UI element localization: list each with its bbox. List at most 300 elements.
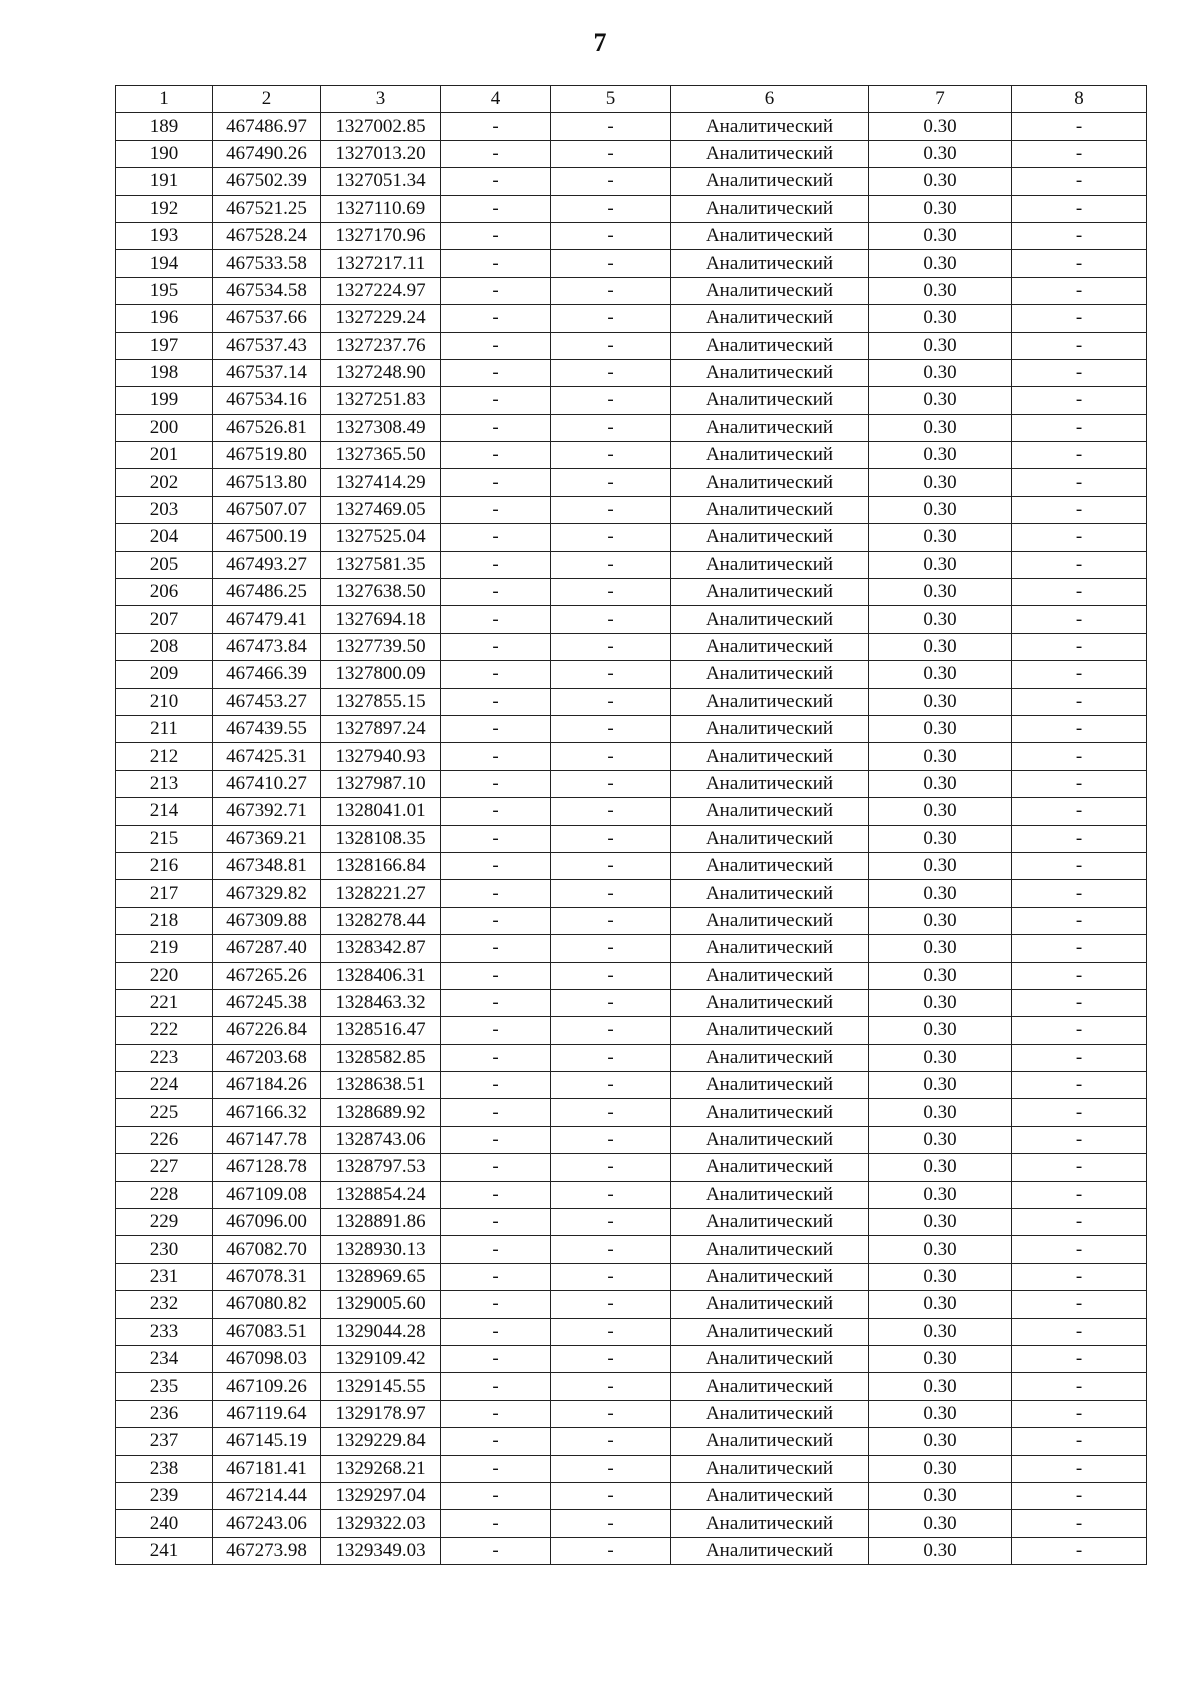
table-cell-col-1: 194 [116, 250, 213, 277]
table-row [116, 1455, 1147, 1482]
table-cell-col-8: - [1012, 332, 1147, 359]
table-cell-col-6: Аналитический [671, 880, 869, 907]
table-cell-col-6: Аналитический [671, 524, 869, 551]
table-cell-col-6: Аналитический [671, 1126, 869, 1153]
table-cell-col-4: - [441, 1345, 551, 1372]
table-cell-col-8: - [1012, 743, 1147, 770]
table-cell-col-8: - [1012, 1044, 1147, 1071]
table-cell-col-8: - [1012, 496, 1147, 523]
table-row [116, 359, 1147, 386]
table-cell-col-3: 1329268.21 [321, 1455, 441, 1482]
table-cell-col-7: 0.30 [869, 1072, 1012, 1099]
table-cell-col-6: Аналитический [671, 1318, 869, 1345]
table-cell-col-6: Аналитический [671, 359, 869, 386]
table-cell-col-5: - [551, 551, 671, 578]
table-cell-col-8: - [1012, 140, 1147, 167]
table-cell-col-2: 467145.19 [213, 1428, 321, 1455]
table-cell-col-7: 0.30 [869, 688, 1012, 715]
table-cell-col-7: 0.30 [869, 305, 1012, 332]
table-cell-col-2: 467392.71 [213, 798, 321, 825]
table-cell-col-4: - [441, 387, 551, 414]
table-cell-col-5: - [551, 715, 671, 742]
table-cell-col-1: 206 [116, 579, 213, 606]
table-cell-col-6: Аналитический [671, 907, 869, 934]
column-header-2: 2 [213, 86, 321, 113]
table-cell-col-2: 467147.78 [213, 1126, 321, 1153]
table-cell-col-5: - [551, 1291, 671, 1318]
table-cell-col-1: 201 [116, 442, 213, 469]
table-cell-col-3: 1329109.42 [321, 1345, 441, 1372]
column-header-8: 8 [1012, 86, 1147, 113]
table-cell-col-3: 1328969.65 [321, 1263, 441, 1290]
table-cell-col-5: - [551, 359, 671, 386]
table-row [116, 661, 1147, 688]
table-cell-col-8: - [1012, 524, 1147, 551]
table-cell-col-6: Аналитический [671, 743, 869, 770]
table-cell-col-8: - [1012, 661, 1147, 688]
table-cell-col-4: - [441, 579, 551, 606]
table-cell-col-4: - [441, 551, 551, 578]
table-cell-col-3: 1328221.27 [321, 880, 441, 907]
table-cell-col-2: 467410.27 [213, 770, 321, 797]
table-cell-col-7: 0.30 [869, 195, 1012, 222]
table-cell-col-3: 1328930.13 [321, 1236, 441, 1263]
table-cell-col-5: - [551, 1455, 671, 1482]
table-row [116, 1400, 1147, 1427]
table-cell-col-5: - [551, 1318, 671, 1345]
table-cell-col-8: - [1012, 442, 1147, 469]
table-cell-col-1: 222 [116, 1017, 213, 1044]
table-cell-col-7: 0.30 [869, 168, 1012, 195]
table-cell-col-8: - [1012, 1263, 1147, 1290]
table-cell-col-8: - [1012, 1373, 1147, 1400]
table-row [116, 551, 1147, 578]
table-cell-col-4: - [441, 195, 551, 222]
table-cell-col-5: - [551, 524, 671, 551]
table-cell-col-4: - [441, 633, 551, 660]
table-cell-col-2: 467119.64 [213, 1400, 321, 1427]
table-row [116, 1373, 1147, 1400]
table-cell-col-6: Аналитический [671, 1428, 869, 1455]
table-cell-col-2: 467513.80 [213, 469, 321, 496]
table-cell-col-4: - [441, 1263, 551, 1290]
table-cell-col-6: Аналитический [671, 1455, 869, 1482]
table-cell-col-6: Аналитический [671, 661, 869, 688]
table-cell-col-3: 1329229.84 [321, 1428, 441, 1455]
table-cell-col-6: Аналитический [671, 442, 869, 469]
table-cell-col-4: - [441, 113, 551, 140]
table-row [116, 1263, 1147, 1290]
table-row [116, 798, 1147, 825]
table-cell-col-2: 467265.26 [213, 962, 321, 989]
table-cell-col-8: - [1012, 277, 1147, 304]
table-cell-col-1: 234 [116, 1345, 213, 1372]
table-cell-col-8: - [1012, 113, 1147, 140]
table-cell-col-2: 467096.00 [213, 1209, 321, 1236]
table-cell-col-3: 1327002.85 [321, 113, 441, 140]
table-cell-col-1: 212 [116, 743, 213, 770]
table-cell-col-1: 237 [116, 1428, 213, 1455]
table-cell-col-6: Аналитический [671, 688, 869, 715]
table-cell-col-4: - [441, 1510, 551, 1537]
table-cell-col-1: 195 [116, 277, 213, 304]
table-cell-col-3: 1327248.90 [321, 359, 441, 386]
table-cell-col-6: Аналитический [671, 935, 869, 962]
table-cell-col-1: 210 [116, 688, 213, 715]
table-cell-col-3: 1328743.06 [321, 1126, 441, 1153]
table-cell-col-8: - [1012, 715, 1147, 742]
table-cell-col-5: - [551, 469, 671, 496]
table-cell-col-5: - [551, 195, 671, 222]
table-cell-col-6: Аналитический [671, 1044, 869, 1071]
table-cell-col-1: 229 [116, 1209, 213, 1236]
table-cell-col-7: 0.30 [869, 579, 1012, 606]
table-cell-col-3: 1328891.86 [321, 1209, 441, 1236]
table-cell-col-5: - [551, 140, 671, 167]
table-cell-col-1: 236 [116, 1400, 213, 1427]
table-cell-col-1: 239 [116, 1482, 213, 1509]
table-cell-col-8: - [1012, 935, 1147, 962]
table-cell-col-7: 0.30 [869, 1099, 1012, 1126]
table-cell-col-4: - [441, 1017, 551, 1044]
table-cell-col-2: 467486.25 [213, 579, 321, 606]
table-cell-col-3: 1329145.55 [321, 1373, 441, 1400]
table-cell-col-4: - [441, 1209, 551, 1236]
table-cell-col-2: 467226.84 [213, 1017, 321, 1044]
table-cell-col-5: - [551, 1400, 671, 1427]
table-row [116, 195, 1147, 222]
table-cell-col-8: - [1012, 907, 1147, 934]
table-cell-col-3: 1328797.53 [321, 1154, 441, 1181]
table-cell-col-7: 0.30 [869, 277, 1012, 304]
table-row [116, 1345, 1147, 1372]
table-cell-col-3: 1329322.03 [321, 1510, 441, 1537]
table-cell-col-2: 467453.27 [213, 688, 321, 715]
table-cell-col-3: 1327739.50 [321, 633, 441, 660]
table-row [116, 606, 1147, 633]
table-cell-col-5: - [551, 496, 671, 523]
table-cell-col-4: - [441, 1373, 551, 1400]
column-header-1: 1 [116, 86, 213, 113]
table-row [116, 1181, 1147, 1208]
table-cell-col-3: 1328166.84 [321, 852, 441, 879]
table-cell-col-6: Аналитический [671, 222, 869, 249]
table-cell-col-2: 467479.41 [213, 606, 321, 633]
table-cell-col-6: Аналитический [671, 1209, 869, 1236]
table-cell-col-6: Аналитический [671, 852, 869, 879]
table-row [116, 1537, 1147, 1564]
table-cell-col-2: 467080.82 [213, 1291, 321, 1318]
table-cell-col-5: - [551, 305, 671, 332]
table-row [116, 113, 1147, 140]
table-cell-col-5: - [551, 1099, 671, 1126]
table-cell-col-6: Аналитический [671, 1291, 869, 1318]
table-cell-col-7: 0.30 [869, 606, 1012, 633]
table-cell-col-2: 467526.81 [213, 414, 321, 441]
table-cell-col-2: 467181.41 [213, 1455, 321, 1482]
table-cell-col-8: - [1012, 825, 1147, 852]
table-cell-col-4: - [441, 140, 551, 167]
table-row [116, 1510, 1147, 1537]
table-cell-col-7: 0.30 [869, 250, 1012, 277]
table-cell-col-7: 0.30 [869, 469, 1012, 496]
table-cell-col-7: 0.30 [869, 1428, 1012, 1455]
table-row [116, 852, 1147, 879]
table-cell-col-4: - [441, 962, 551, 989]
table-cell-col-1: 214 [116, 798, 213, 825]
table-cell-col-1: 220 [116, 962, 213, 989]
table-cell-col-5: - [551, 852, 671, 879]
table-cell-col-3: 1327237.76 [321, 332, 441, 359]
table-cell-col-5: - [551, 880, 671, 907]
table-cell-col-7: 0.30 [869, 387, 1012, 414]
table-cell-col-8: - [1012, 579, 1147, 606]
table-cell-col-6: Аналитический [671, 332, 869, 359]
table-cell-col-4: - [441, 250, 551, 277]
table-cell-col-4: - [441, 168, 551, 195]
table-cell-col-3: 1328463.32 [321, 989, 441, 1016]
table-cell-col-3: 1328854.24 [321, 1181, 441, 1208]
table-cell-col-5: - [551, 798, 671, 825]
table-row [116, 1209, 1147, 1236]
header-row [116, 86, 1147, 113]
table-cell-col-4: - [441, 1537, 551, 1564]
table-row [116, 715, 1147, 742]
table-cell-col-6: Аналитический [671, 496, 869, 523]
table-cell-col-4: - [441, 1428, 551, 1455]
table-cell-col-2: 467369.21 [213, 825, 321, 852]
table-cell-col-6: Аналитический [671, 140, 869, 167]
table-row [116, 1044, 1147, 1071]
table-cell-col-2: 467203.68 [213, 1044, 321, 1071]
table-cell-col-8: - [1012, 1099, 1147, 1126]
table-cell-col-5: - [551, 250, 671, 277]
table-cell-col-7: 0.30 [869, 1044, 1012, 1071]
table-row [116, 168, 1147, 195]
table-cell-col-7: 0.30 [869, 1126, 1012, 1153]
table-row [116, 1126, 1147, 1153]
table-cell-col-4: - [441, 661, 551, 688]
table-cell-col-2: 467486.97 [213, 113, 321, 140]
table-cell-col-1: 208 [116, 633, 213, 660]
table-cell-col-6: Аналитический [671, 1072, 869, 1099]
table-cell-col-8: - [1012, 1072, 1147, 1099]
table-cell-col-6: Аналитический [671, 168, 869, 195]
table-cell-col-8: - [1012, 1455, 1147, 1482]
table-cell-col-5: - [551, 661, 671, 688]
table-cell-col-5: - [551, 743, 671, 770]
table-cell-col-2: 467078.31 [213, 1263, 321, 1290]
table-cell-col-4: - [441, 688, 551, 715]
table-cell-col-4: - [441, 469, 551, 496]
table-cell-col-3: 1327217.11 [321, 250, 441, 277]
table-cell-col-5: - [551, 1345, 671, 1372]
table-cell-col-2: 467537.43 [213, 332, 321, 359]
page-number: 7 [593, 28, 607, 57]
table-cell-col-6: Аналитический [671, 989, 869, 1016]
table-cell-col-7: 0.30 [869, 1263, 1012, 1290]
table-cell-col-3: 1327229.24 [321, 305, 441, 332]
table-row [116, 579, 1147, 606]
table-cell-col-6: Аналитический [671, 305, 869, 332]
table-cell-col-1: 200 [116, 414, 213, 441]
table-cell-col-1: 196 [116, 305, 213, 332]
table-cell-col-4: - [441, 1126, 551, 1153]
table-cell-col-6: Аналитический [671, 770, 869, 797]
table-cell-col-3: 1329349.03 [321, 1537, 441, 1564]
table-cell-col-5: - [551, 113, 671, 140]
table-cell-col-2: 467287.40 [213, 935, 321, 962]
table-row [116, 770, 1147, 797]
table-cell-col-7: 0.30 [869, 1236, 1012, 1263]
table-cell-col-6: Аналитический [671, 387, 869, 414]
table-cell-col-1: 230 [116, 1236, 213, 1263]
table-row [116, 442, 1147, 469]
table-cell-col-2: 467502.39 [213, 168, 321, 195]
table-cell-col-5: - [551, 1510, 671, 1537]
table-cell-col-6: Аналитический [671, 1263, 869, 1290]
table-cell-col-4: - [441, 1318, 551, 1345]
table-cell-col-3: 1327694.18 [321, 606, 441, 633]
table-cell-col-8: - [1012, 414, 1147, 441]
table-cell-col-4: - [441, 1236, 551, 1263]
column-header-3: 3 [321, 86, 441, 113]
table-row [116, 332, 1147, 359]
table-cell-col-1: 240 [116, 1510, 213, 1537]
table-cell-col-1: 197 [116, 332, 213, 359]
table-cell-col-1: 189 [116, 113, 213, 140]
table-cell-col-2: 467507.07 [213, 496, 321, 523]
table-cell-col-5: - [551, 825, 671, 852]
table-cell-col-5: - [551, 387, 671, 414]
table-cell-col-6: Аналитический [671, 825, 869, 852]
table-cell-col-5: - [551, 1181, 671, 1208]
table-cell-col-1: 198 [116, 359, 213, 386]
table-row [116, 633, 1147, 660]
table-cell-col-1: 241 [116, 1537, 213, 1564]
table-cell-col-7: 0.30 [869, 222, 1012, 249]
table-cell-col-7: 0.30 [869, 1400, 1012, 1427]
table-cell-col-5: - [551, 1044, 671, 1071]
table-cell-col-8: - [1012, 770, 1147, 797]
table-cell-col-7: 0.30 [869, 633, 1012, 660]
table-header [116, 86, 1147, 113]
table-cell-col-2: 467329.82 [213, 880, 321, 907]
table-cell-col-5: - [551, 1154, 671, 1181]
table-cell-col-5: - [551, 1209, 671, 1236]
table-row [116, 277, 1147, 304]
table-cell-col-4: - [441, 606, 551, 633]
column-header-7: 7 [869, 86, 1012, 113]
table-cell-col-5: - [551, 1236, 671, 1263]
table-row [116, 880, 1147, 907]
table-cell-col-2: 467537.14 [213, 359, 321, 386]
table-cell-col-4: - [441, 1455, 551, 1482]
table-cell-col-8: - [1012, 1510, 1147, 1537]
table-cell-col-3: 1328516.47 [321, 1017, 441, 1044]
table-row [116, 250, 1147, 277]
table-cell-col-4: - [441, 496, 551, 523]
table-cell-col-1: 231 [116, 1263, 213, 1290]
table-cell-col-1: 224 [116, 1072, 213, 1099]
table-cell-col-1: 216 [116, 852, 213, 879]
table-cell-col-6: Аналитический [671, 1482, 869, 1509]
table-cell-col-2: 467439.55 [213, 715, 321, 742]
table-cell-col-2: 467533.58 [213, 250, 321, 277]
table-row [116, 387, 1147, 414]
table-cell-col-6: Аналитический [671, 1400, 869, 1427]
table-cell-col-5: - [551, 1126, 671, 1153]
table-cell-col-7: 0.30 [869, 551, 1012, 578]
table-row [116, 962, 1147, 989]
table-cell-col-5: - [551, 907, 671, 934]
table-cell-col-1: 221 [116, 989, 213, 1016]
table-row [116, 1482, 1147, 1509]
table-cell-col-6: Аналитический [671, 195, 869, 222]
table-cell-col-5: - [551, 688, 671, 715]
table-cell-col-6: Аналитический [671, 633, 869, 660]
table-cell-col-1: 209 [116, 661, 213, 688]
table-cell-col-8: - [1012, 1236, 1147, 1263]
table-cell-col-4: - [441, 989, 551, 1016]
table-cell-col-5: - [551, 1482, 671, 1509]
table-cell-col-6: Аналитический [671, 1099, 869, 1126]
table-cell-col-1: 211 [116, 715, 213, 742]
table-cell-col-7: 0.30 [869, 935, 1012, 962]
table-row [116, 935, 1147, 962]
table-cell-col-7: 0.30 [869, 524, 1012, 551]
table-cell-col-7: 0.30 [869, 907, 1012, 934]
column-header-6: 6 [671, 86, 869, 113]
table-cell-col-7: 0.30 [869, 825, 1012, 852]
table-cell-col-7: 0.30 [869, 743, 1012, 770]
table-cell-col-6: Аналитический [671, 1373, 869, 1400]
table-cell-col-5: - [551, 222, 671, 249]
table-cell-col-4: - [441, 880, 551, 907]
table-cell-col-4: - [441, 1044, 551, 1071]
table-cell-col-5: - [551, 606, 671, 633]
table-cell-col-3: 1327525.04 [321, 524, 441, 551]
table-cell-col-8: - [1012, 852, 1147, 879]
table-cell-col-7: 0.30 [869, 414, 1012, 441]
table-cell-col-5: - [551, 1373, 671, 1400]
table-cell-col-1: 203 [116, 496, 213, 523]
table-cell-col-2: 467082.70 [213, 1236, 321, 1263]
table-cell-col-1: 190 [116, 140, 213, 167]
table-cell-col-6: Аналитический [671, 469, 869, 496]
table-cell-col-6: Аналитический [671, 551, 869, 578]
table-cell-col-3: 1327987.10 [321, 770, 441, 797]
table-cell-col-4: - [441, 1482, 551, 1509]
table-cell-col-3: 1327581.35 [321, 551, 441, 578]
table-cell-col-3: 1327051.34 [321, 168, 441, 195]
table-cell-col-8: - [1012, 1154, 1147, 1181]
table-row [116, 907, 1147, 934]
table-cell-col-6: Аналитический [671, 1510, 869, 1537]
table-cell-col-4: - [441, 770, 551, 797]
table-cell-col-2: 467109.26 [213, 1373, 321, 1400]
table-cell-col-4: - [441, 935, 551, 962]
table-cell-col-5: - [551, 1263, 671, 1290]
table-cell-col-7: 0.30 [869, 140, 1012, 167]
table-cell-col-7: 0.30 [869, 715, 1012, 742]
table-row [116, 222, 1147, 249]
table-cell-col-3: 1327365.50 [321, 442, 441, 469]
table-cell-col-4: - [441, 442, 551, 469]
table-cell-col-8: - [1012, 1017, 1147, 1044]
table-cell-col-6: Аналитический [671, 277, 869, 304]
table-cell-col-1: 202 [116, 469, 213, 496]
